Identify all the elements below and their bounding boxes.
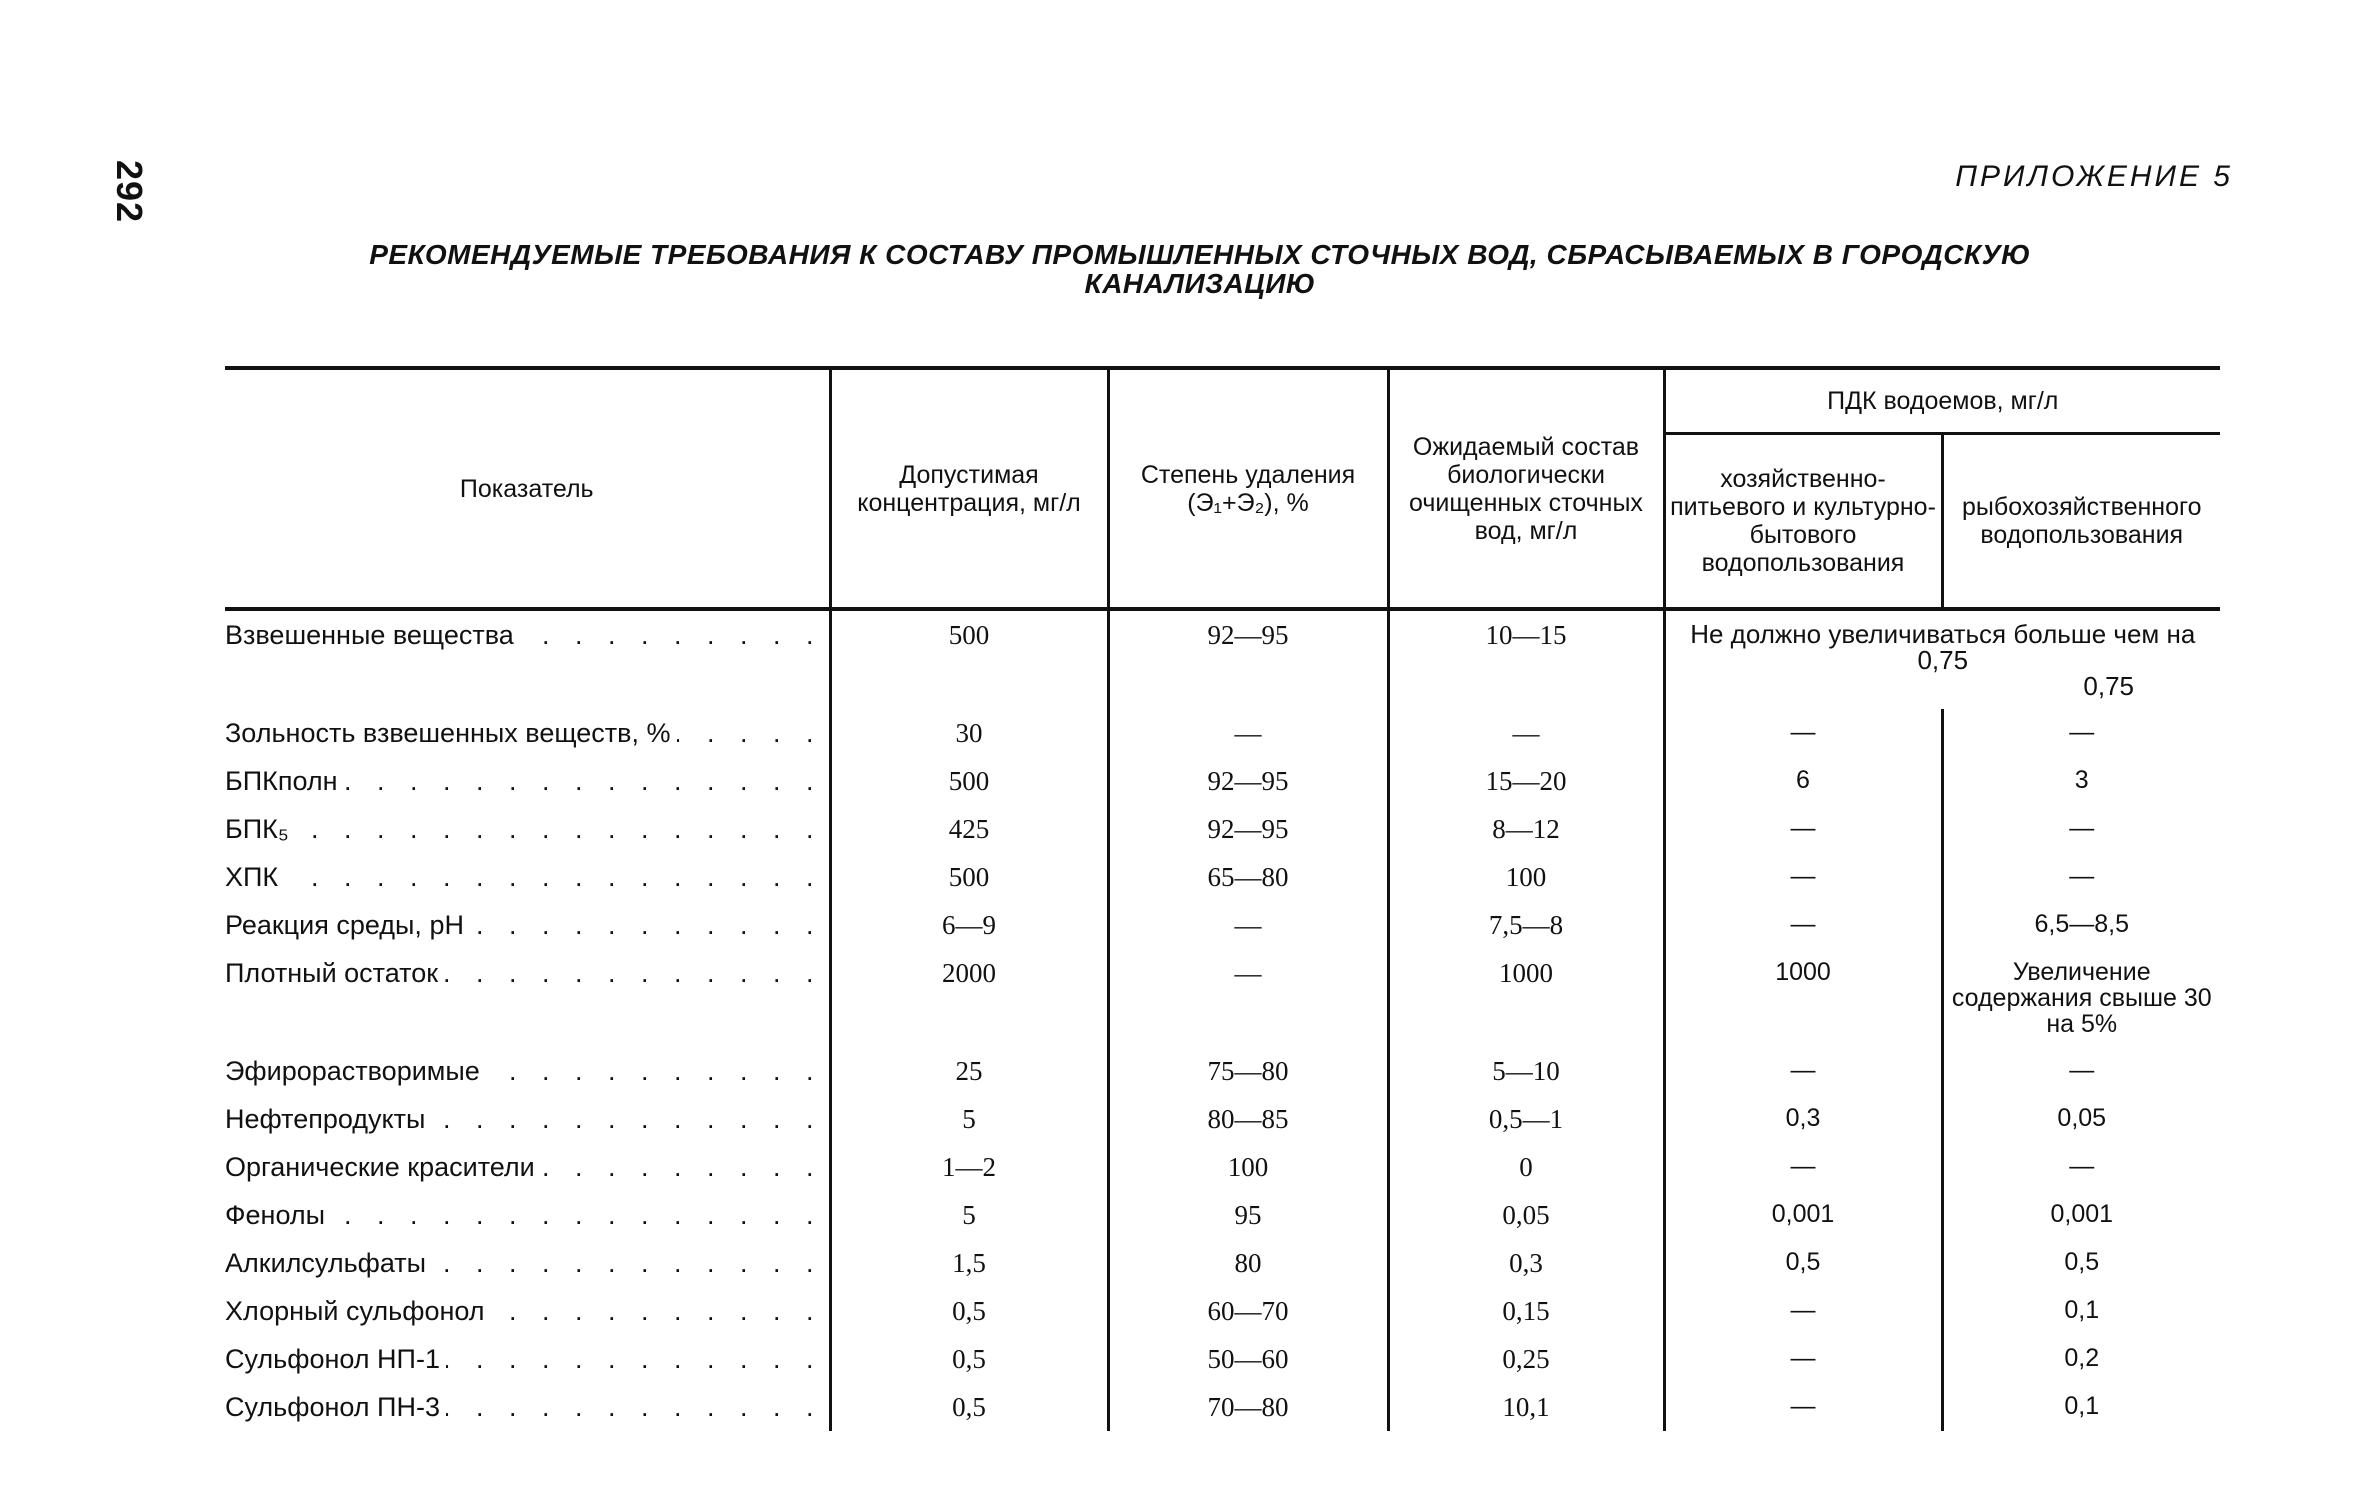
requirements-table xyxy=(225,366,2220,1431)
cell-pdk-household: 0,3 xyxy=(1664,1095,1942,1143)
cell-pdk-fishery: — xyxy=(1942,1143,2220,1191)
cell-pdk-household: 6 xyxy=(1664,757,1942,805)
header-pdk: ПДК водоемов, мг/л xyxy=(1664,368,2220,434)
header-allowed-concentration: Допустимая концентрация, мг/л xyxy=(830,368,1108,609)
cell-allowed-concentration: 500 xyxy=(830,853,1108,901)
cell-pdk-fishery: 0,05 xyxy=(1942,1095,2220,1143)
row-indicator-name: Органические красители . . . xyxy=(225,1143,830,1191)
table-row xyxy=(225,805,2220,853)
header-indicator: Показатель xyxy=(225,368,830,609)
cell-expected-composition: 0,3 xyxy=(1388,1239,1664,1287)
header-pdk-household: хозяйственно-питьевого и культурно-бытового водопользования xyxy=(1664,434,1942,610)
cell-pdk-fishery: — xyxy=(1942,853,2220,901)
cell-removal-degree: 50—60 xyxy=(1108,1335,1388,1383)
page-number: 292 xyxy=(109,160,150,224)
cell-pdk-fishery: — xyxy=(1942,709,2220,757)
row-indicator-name: БПКполн . . . xyxy=(225,757,830,805)
cell-expected-composition: 1000 xyxy=(1388,949,1664,1047)
row-indicator-name: БПК₅ . . . xyxy=(225,805,830,853)
row-indicator-name: Реакция среды, pH . . . xyxy=(225,901,830,949)
cell-pdk-household: 0,001 xyxy=(1664,1191,1942,1239)
cell-removal-degree: 92—95 xyxy=(1108,805,1388,853)
row-indicator-name: Алкилсульфаты . . . xyxy=(225,1239,830,1287)
cell-expected-composition: 10,1 xyxy=(1388,1383,1664,1431)
table-row xyxy=(225,1143,2220,1191)
table-row xyxy=(225,1047,2220,1095)
cell-pdk-note xyxy=(1664,609,2220,709)
cell-pdk-fishery: Увеличение содержания свыше 30 на 5% xyxy=(1942,949,2220,1047)
cell-removal-degree: 92—95 xyxy=(1108,757,1388,805)
cell-allowed-concentration: 500 xyxy=(830,757,1108,805)
cell-pdk-household: 0,5 xyxy=(1664,1239,1942,1287)
table-row xyxy=(225,1335,2220,1383)
cell-removal-degree: 100 xyxy=(1108,1143,1388,1191)
row-indicator-name: Фенолы . . . xyxy=(225,1191,830,1239)
cell-allowed-concentration: 425 xyxy=(830,805,1108,853)
table-row xyxy=(225,609,2220,709)
header-expected-composition: Ожидаемый состав биологически очищенных сточных вод, мг/л xyxy=(1388,368,1664,609)
cell-allowed-concentration: 0,5 xyxy=(830,1383,1108,1431)
cell-removal-degree: — xyxy=(1108,949,1388,1047)
cell-allowed-concentration: 1—2 xyxy=(830,1143,1108,1191)
cell-removal-degree: 75—80 xyxy=(1108,1047,1388,1095)
row-indicator-name: ХПК . . . xyxy=(225,853,830,901)
table-row xyxy=(225,1095,2220,1143)
cell-pdk-household: — xyxy=(1664,1143,1942,1191)
cell-removal-degree: 92—95 xyxy=(1108,609,1388,709)
table-row xyxy=(225,901,2220,949)
table-row xyxy=(225,949,2220,1047)
cell-pdk-fishery: 0,5 xyxy=(1942,1239,2220,1287)
cell-allowed-concentration: 1,5 xyxy=(830,1239,1108,1287)
cell-pdk-household: 1000 xyxy=(1664,949,1942,1047)
cell-allowed-concentration: 25 xyxy=(830,1047,1108,1095)
cell-pdk-household: — xyxy=(1664,709,1942,757)
cell-allowed-concentration: 30 xyxy=(830,709,1108,757)
cell-pdk-household: — xyxy=(1664,901,1942,949)
cell-expected-composition: 0,15 xyxy=(1388,1287,1664,1335)
row-indicator-name: Плотный остаток . . . xyxy=(225,949,830,1047)
cell-expected-composition: — xyxy=(1388,709,1664,757)
cell-allowed-concentration: 0,5 xyxy=(830,1287,1108,1335)
cell-expected-composition: 0,5—1 xyxy=(1388,1095,1664,1143)
row-indicator-name: Зольность взвешенных веществ, % . . . xyxy=(225,709,830,757)
cell-allowed-concentration: 2000 xyxy=(830,949,1108,1047)
table-row xyxy=(225,757,2220,805)
document-title: РЕКОМЕНДУЕМЫЕ ТРЕБОВАНИЯ К СОСТАВУ ПРОМЫШЛЕННЫХ СТОЧНЫХ ВОД, СБРАСЫВАЕМЫХ В ГОРОДСКУЮ КАНАЛИЗАЦИЮ xyxy=(369,239,2031,299)
table-header xyxy=(225,368,2220,609)
cell-pdk-fishery: 0,001 xyxy=(1942,1191,2220,1239)
cell-pdk-household: — xyxy=(1664,1047,1942,1095)
cell-expected-composition: 8—12 xyxy=(1388,805,1664,853)
header-removal-degree: Степень удаления (Э₁+Э₂), % xyxy=(1108,368,1388,609)
pdk-fishery-value: 0,75 xyxy=(2083,671,2135,701)
cell-removal-degree: 80—85 xyxy=(1108,1095,1388,1143)
header-pdk-fishery: рыбохозяйственного водопользования xyxy=(1942,434,2220,610)
cell-pdk-fishery: 6,5—8,5 xyxy=(1942,901,2220,949)
cell-pdk-fishery: 0,2 xyxy=(1942,1335,2220,1383)
cell-allowed-concentration: 6—9 xyxy=(830,901,1108,949)
cell-allowed-concentration: 5 xyxy=(830,1095,1108,1143)
cell-pdk-fishery: 0,1 xyxy=(1942,1287,2220,1335)
table-row xyxy=(225,709,2220,757)
cell-expected-composition: 7,5—8 xyxy=(1388,901,1664,949)
row-indicator-name: Сульфонол ПН-3 . . . xyxy=(225,1383,830,1431)
cell-removal-degree: 70—80 xyxy=(1108,1383,1388,1431)
cell-removal-degree: — xyxy=(1108,709,1388,757)
cell-pdk-fishery: — xyxy=(1942,1047,2220,1095)
cell-removal-degree: 65—80 xyxy=(1108,853,1388,901)
cell-removal-degree: 80 xyxy=(1108,1239,1388,1287)
appendix-label: ПРИЛОЖЕНИЕ 5 xyxy=(1955,160,2233,193)
cell-allowed-concentration: 5 xyxy=(830,1191,1108,1239)
row-indicator-name: Сульфонол НП-1 . . . xyxy=(225,1335,830,1383)
cell-expected-composition: 0,25 xyxy=(1388,1335,1664,1383)
row-indicator-name: Эфирорастворимые . . . xyxy=(225,1047,830,1095)
cell-expected-composition: 5—10 xyxy=(1388,1047,1664,1095)
table-row xyxy=(225,1383,2220,1431)
row-indicator-name: Взвешенные вещества . . . xyxy=(225,609,830,709)
cell-expected-composition: 100 xyxy=(1388,853,1664,901)
cell-pdk-fishery: — xyxy=(1942,805,2220,853)
cell-removal-degree: 60—70 xyxy=(1108,1287,1388,1335)
cell-expected-composition: 0,05 xyxy=(1388,1191,1664,1239)
cell-removal-degree: — xyxy=(1108,901,1388,949)
cell-pdk-household: — xyxy=(1664,1287,1942,1335)
pdk-note-text: Не должно увеличиваться больше чем на 0,75 xyxy=(1690,619,2196,675)
table-row xyxy=(225,1239,2220,1287)
cell-pdk-household: — xyxy=(1664,853,1942,901)
table-body xyxy=(225,609,2220,1431)
row-indicator-name: Нефтепродукты . . . xyxy=(225,1095,830,1143)
requirements-table-container xyxy=(225,366,2220,1431)
table-row xyxy=(225,1287,2220,1335)
table-row xyxy=(225,1191,2220,1239)
cell-allowed-concentration: 500 xyxy=(830,609,1108,709)
cell-pdk-household: — xyxy=(1664,1383,1942,1431)
row-indicator-name: Хлорный сульфонол . . . xyxy=(225,1287,830,1335)
cell-pdk-household: — xyxy=(1664,1335,1942,1383)
cell-pdk-fishery: 0,1 xyxy=(1942,1383,2220,1431)
cell-expected-composition: 0 xyxy=(1388,1143,1664,1191)
cell-expected-composition: 15—20 xyxy=(1388,757,1664,805)
cell-pdk-household: — xyxy=(1664,805,1942,853)
table-row xyxy=(225,853,2220,901)
cell-allowed-concentration: 0,5 xyxy=(830,1335,1108,1383)
cell-removal-degree: 95 xyxy=(1108,1191,1388,1239)
cell-pdk-fishery: 3 xyxy=(1942,757,2220,805)
cell-expected-composition: 10—15 xyxy=(1388,609,1664,709)
